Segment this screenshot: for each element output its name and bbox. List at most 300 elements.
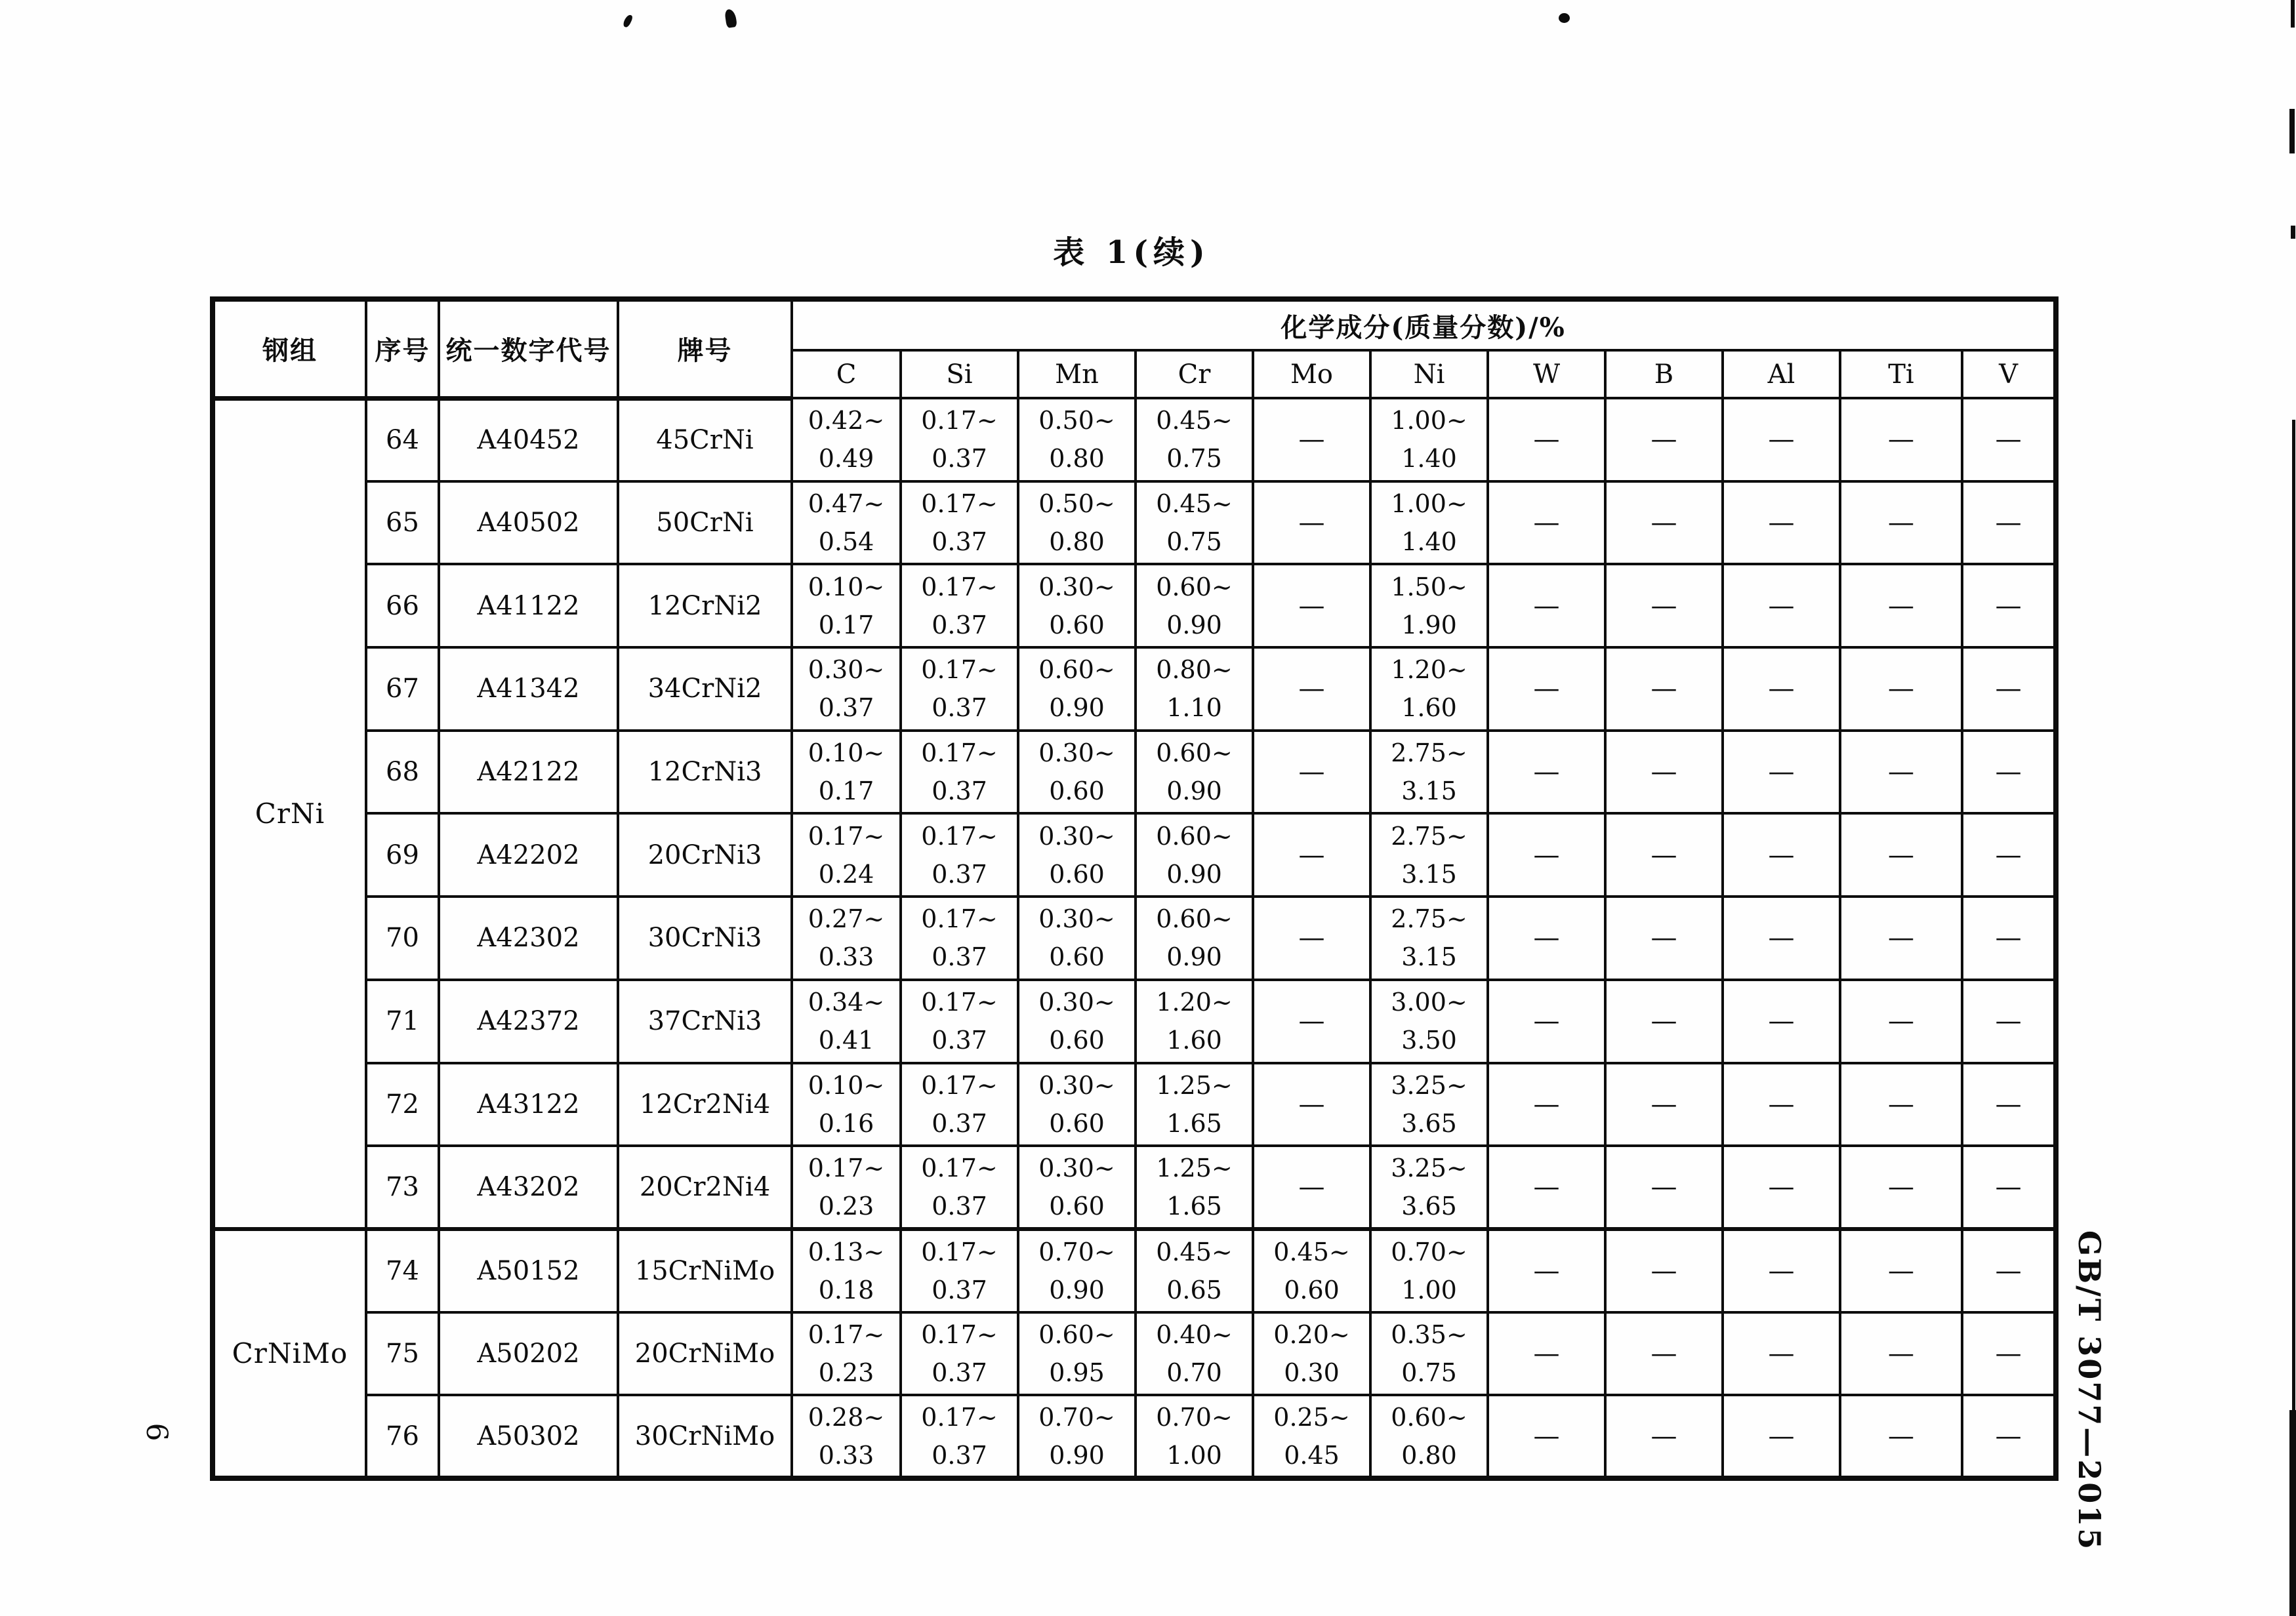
comp-cell-v-empty: — — [1962, 813, 2056, 897]
grade-cell: 45CrNi — [618, 398, 792, 481]
scan-edge-mark — [2289, 1410, 2296, 1616]
range-top: 0.80~ — [1156, 655, 1233, 685]
range-bottom: 0.17 — [818, 777, 874, 806]
range-top: 0.17~ — [921, 904, 998, 934]
grade-cell: 15CrNiMo — [618, 1229, 792, 1312]
comp-range — [1019, 738, 1134, 805]
comp-cell-cr — [1136, 647, 1253, 731]
comp-cell-w-empty: — — [1488, 481, 1605, 565]
comp-cell-ti-empty: — — [1840, 481, 1962, 565]
serial-cell: 76 — [366, 1395, 439, 1478]
range-bottom: 3.65 — [1401, 1192, 1457, 1221]
serial-cell: 74 — [366, 1229, 439, 1312]
range-top: 0.17~ — [921, 1070, 998, 1100]
comp-range — [793, 1403, 899, 1470]
comp-cell-si — [901, 1146, 1018, 1229]
range-top: 0.10~ — [808, 1070, 885, 1100]
comp-cell-al-empty: — — [1723, 1146, 1840, 1229]
steel-group-cell: CrNiMo — [213, 1229, 366, 1478]
range-bottom: 0.60 — [1049, 942, 1105, 972]
comp-cell-b-empty: — — [1605, 1063, 1723, 1146]
comp-cell-mo-empty: — — [1253, 980, 1370, 1063]
comp-cell-c — [792, 1229, 901, 1312]
comp-range — [793, 738, 899, 805]
header-element-si: Si — [901, 350, 1018, 398]
range-top: 1.50~ — [1391, 572, 1467, 601]
grade-cell: 20CrNi3 — [618, 813, 792, 897]
comp-cell-al-empty: — — [1723, 980, 1840, 1063]
scan-speck — [724, 9, 737, 28]
comp-cell-ti-empty: — — [1840, 564, 1962, 647]
comp-range — [902, 489, 1017, 556]
table-row — [213, 813, 2056, 897]
range-top: 0.45~ — [1273, 1237, 1350, 1266]
comp-cell-v-empty: — — [1962, 1229, 2056, 1312]
range-bottom: 0.90 — [1166, 610, 1222, 639]
table-row — [213, 897, 2056, 980]
comp-cell-si — [901, 1063, 1018, 1146]
range-top: 0.30~ — [808, 655, 885, 685]
comp-range — [793, 406, 899, 473]
range-top: 0.60~ — [1156, 738, 1233, 768]
comp-range — [1372, 1238, 1486, 1304]
comp-cell-mn — [1018, 1395, 1136, 1478]
range-top: 0.47~ — [808, 489, 885, 519]
comp-range — [902, 1403, 1017, 1470]
comp-cell-si — [901, 398, 1018, 481]
range-top: 0.10~ — [808, 738, 885, 768]
comp-cell-mo-empty: — — [1253, 1063, 1370, 1146]
standard-code: GB/T 3077—2015 — [2072, 1230, 2107, 1552]
serial-cell: 75 — [366, 1312, 439, 1396]
comp-range — [1137, 1071, 1252, 1138]
comp-cell-ni — [1370, 980, 1488, 1063]
serial-cell: 70 — [366, 897, 439, 980]
comp-cell-w-empty: — — [1488, 813, 1605, 897]
comp-range — [1372, 1154, 1486, 1221]
comp-cell-c — [792, 398, 901, 481]
table-row — [213, 564, 2056, 647]
header-element-al: Al — [1723, 350, 1840, 398]
comp-range — [793, 904, 899, 971]
header-element-cr: Cr — [1136, 350, 1253, 398]
range-bottom: 0.23 — [818, 1358, 874, 1387]
code-cell: A41122 — [439, 564, 618, 647]
range-top: 0.17~ — [921, 988, 998, 1017]
page-number: 9 — [142, 1423, 176, 1442]
comp-cell-ni — [1370, 1146, 1488, 1229]
range-top: 0.45~ — [1156, 406, 1233, 435]
comp-cell-mn — [1018, 398, 1136, 481]
comp-cell-b-empty: — — [1605, 980, 1723, 1063]
range-top: 0.34~ — [808, 988, 885, 1017]
range-bottom: 0.80 — [1049, 527, 1105, 557]
range-bottom: 1.10 — [1166, 693, 1222, 723]
comp-cell-c — [792, 731, 901, 814]
comp-cell-b-empty: — — [1605, 564, 1723, 647]
comp-cell-w-empty: — — [1488, 1063, 1605, 1146]
range-bottom: 0.37 — [932, 1192, 987, 1221]
serial-cell: 72 — [366, 1063, 439, 1146]
serial-cell: 73 — [366, 1146, 439, 1229]
range-top: 0.35~ — [1391, 1320, 1467, 1349]
comp-cell-ni — [1370, 647, 1488, 731]
comp-cell-cr — [1136, 813, 1253, 897]
comp-cell-al-empty: — — [1723, 1312, 1840, 1396]
table-row — [213, 1229, 2056, 1312]
range-top: 0.30~ — [1038, 904, 1115, 934]
comp-cell-mn — [1018, 481, 1136, 565]
comp-cell-si — [901, 1395, 1018, 1478]
comp-cell-mo-empty: — — [1253, 731, 1370, 814]
grade-cell: 37CrNi3 — [618, 980, 792, 1063]
comp-cell-v-empty: — — [1962, 1312, 2056, 1396]
range-top: 0.70~ — [1038, 1237, 1115, 1266]
comp-cell-ni — [1370, 1063, 1488, 1146]
comp-cell-al-empty: — — [1723, 564, 1840, 647]
comp-cell-v-empty: — — [1962, 398, 2056, 481]
range-bottom: 0.18 — [818, 1275, 874, 1304]
comp-cell-c — [792, 647, 901, 731]
range-top: 0.70~ — [1038, 1402, 1115, 1432]
comp-cell-ti-empty: — — [1840, 647, 1962, 731]
range-top: 0.30~ — [1038, 572, 1115, 601]
code-cell: A40502 — [439, 481, 618, 565]
comp-cell-mn — [1018, 564, 1136, 647]
comp-range — [793, 822, 899, 889]
comp-range — [793, 489, 899, 556]
range-top: 0.60~ — [1156, 904, 1233, 934]
range-bottom: 0.49 — [818, 444, 874, 474]
comp-cell-cr — [1136, 980, 1253, 1063]
comp-cell-al-empty: — — [1723, 647, 1840, 731]
comp-cell-ni — [1370, 897, 1488, 980]
comp-range — [902, 1154, 1017, 1221]
range-bottom: 0.60 — [1049, 1026, 1105, 1055]
comp-range — [1372, 904, 1486, 971]
comp-cell-b-empty: — — [1605, 897, 1723, 980]
comp-cell-mn — [1018, 731, 1136, 814]
range-top: 1.20~ — [1391, 655, 1467, 685]
comp-range — [902, 655, 1017, 722]
comp-cell-c — [792, 1063, 901, 1146]
range-top: 1.25~ — [1156, 1070, 1233, 1100]
comp-cell-al-empty: — — [1723, 398, 1840, 481]
code-cell: A43122 — [439, 1063, 618, 1146]
range-bottom: 3.15 — [1401, 859, 1457, 889]
comp-cell-al-empty: — — [1723, 1395, 1840, 1478]
comp-cell-c — [792, 1395, 901, 1478]
comp-range — [1019, 988, 1134, 1055]
grade-cell: 20CrNiMo — [618, 1312, 792, 1396]
comp-cell-w-empty: — — [1488, 980, 1605, 1063]
table-row — [213, 647, 2056, 731]
range-bottom: 0.33 — [818, 1440, 874, 1470]
range-bottom: 0.70 — [1166, 1358, 1222, 1387]
comp-cell-ni — [1370, 1229, 1488, 1312]
range-top: 0.70~ — [1156, 1402, 1233, 1432]
range-bottom: 1.60 — [1401, 693, 1457, 723]
serial-cell: 67 — [366, 647, 439, 731]
range-bottom: 3.15 — [1401, 777, 1457, 806]
header-element-w: W — [1488, 350, 1605, 398]
comp-cell-ti-empty: — — [1840, 1395, 1962, 1478]
range-bottom: 1.40 — [1401, 527, 1457, 557]
range-bottom: 3.50 — [1401, 1026, 1457, 1055]
range-top: 0.17~ — [808, 1154, 885, 1183]
comp-range — [902, 904, 1017, 971]
header-element-ti: Ti — [1840, 350, 1962, 398]
comp-cell-mn — [1018, 1229, 1136, 1312]
range-bottom: 0.45 — [1284, 1440, 1340, 1470]
comp-cell-b-empty: — — [1605, 813, 1723, 897]
header-element-v: V — [1962, 350, 2056, 398]
comp-range — [1019, 904, 1134, 971]
comp-cell-mo-empty: — — [1253, 1146, 1370, 1229]
comp-cell-si — [901, 647, 1018, 731]
comp-range — [1137, 1403, 1252, 1470]
comp-range — [902, 1320, 1017, 1387]
range-top: 3.25~ — [1391, 1154, 1467, 1183]
range-bottom: 0.37 — [932, 444, 987, 474]
comp-cell-si — [901, 731, 1018, 814]
range-top: 0.30~ — [1038, 1154, 1115, 1183]
range-top: 0.60~ — [1391, 1402, 1467, 1432]
comp-range — [793, 988, 899, 1055]
comp-range — [1137, 573, 1252, 639]
comp-range — [1137, 655, 1252, 722]
comp-range — [1137, 1320, 1252, 1387]
comp-cell-cr — [1136, 897, 1253, 980]
range-bottom: 0.37 — [932, 610, 987, 639]
range-bottom: 0.75 — [1401, 1358, 1457, 1387]
comp-range — [1137, 406, 1252, 473]
range-top: 3.25~ — [1391, 1070, 1467, 1100]
range-top: 0.17~ — [808, 821, 885, 851]
scan-edge-mark — [2289, 109, 2295, 153]
comp-cell-w-empty: — — [1488, 398, 1605, 481]
comp-cell-al-empty: — — [1723, 1063, 1840, 1146]
code-cell: A50302 — [439, 1395, 618, 1478]
code-cell: A40452 — [439, 398, 618, 481]
comp-cell-v-empty: — — [1962, 980, 2056, 1063]
comp-range — [1019, 573, 1134, 639]
comp-cell-ni — [1370, 731, 1488, 814]
comp-cell-c — [792, 1312, 901, 1396]
comp-cell-b-empty: — — [1605, 647, 1723, 731]
range-top: 0.40~ — [1156, 1320, 1233, 1349]
comp-range — [1019, 1238, 1134, 1304]
serial-cell: 69 — [366, 813, 439, 897]
code-cell: A42372 — [439, 980, 618, 1063]
comp-cell-ti-empty: — — [1840, 980, 1962, 1063]
comp-range — [1019, 822, 1134, 889]
comp-cell-b-empty: — — [1605, 1395, 1723, 1478]
range-top: 0.17~ — [921, 1237, 998, 1266]
range-top: 0.50~ — [1038, 406, 1115, 435]
comp-cell-mn — [1018, 647, 1136, 731]
range-bottom: 0.90 — [1049, 1440, 1105, 1470]
scan-edge-mark — [2291, 0, 2295, 28]
comp-range — [1137, 1154, 1252, 1221]
range-bottom: 0.16 — [818, 1108, 874, 1138]
steel-group-cell: CrNi — [213, 398, 366, 1229]
comp-range — [1372, 988, 1486, 1055]
header-element-b: B — [1605, 350, 1723, 398]
code-cell: A42122 — [439, 731, 618, 814]
comp-cell-ti-empty: — — [1840, 731, 1962, 814]
comp-cell-ni — [1370, 481, 1488, 565]
header-grade: 牌号 — [618, 299, 792, 398]
comp-cell-ti-empty: — — [1840, 897, 1962, 980]
range-top: 0.50~ — [1038, 489, 1115, 519]
range-top: 0.25~ — [1273, 1402, 1350, 1432]
comp-range — [793, 655, 899, 722]
comp-range — [1372, 738, 1486, 805]
header-steel-group: 钢组 — [213, 299, 366, 398]
comp-range — [902, 406, 1017, 473]
comp-cell-c — [792, 813, 901, 897]
comp-cell-si — [901, 897, 1018, 980]
range-bottom: 0.60 — [1049, 777, 1105, 806]
grade-cell: 34CrNi2 — [618, 647, 792, 731]
comp-cell-b-empty: — — [1605, 481, 1723, 565]
range-bottom: 0.41 — [818, 1026, 874, 1055]
range-top: 0.60~ — [1156, 821, 1233, 851]
range-top: 0.60~ — [1038, 1320, 1115, 1349]
comp-cell-v-empty: — — [1962, 647, 2056, 731]
comp-cell-si — [901, 1229, 1018, 1312]
comp-cell-ni — [1370, 1395, 1488, 1478]
range-bottom: 0.95 — [1049, 1358, 1105, 1387]
range-top: 0.30~ — [1038, 821, 1115, 851]
code-cell: A50152 — [439, 1229, 618, 1312]
table-head — [213, 299, 2056, 398]
comp-cell-c — [792, 980, 901, 1063]
header-code: 统一数字代号 — [439, 299, 618, 398]
serial-cell: 68 — [366, 731, 439, 814]
range-bottom: 0.37 — [932, 1108, 987, 1138]
range-bottom: 0.33 — [818, 942, 874, 972]
comp-cell-cr — [1136, 564, 1253, 647]
range-top: 1.00~ — [1391, 406, 1467, 435]
comp-cell-w-empty: — — [1488, 1146, 1605, 1229]
comp-range — [1137, 738, 1252, 805]
table-body — [213, 398, 2056, 1478]
comp-cell-si — [901, 980, 1018, 1063]
comp-cell-v-empty: — — [1962, 1146, 2056, 1229]
code-cell: A42302 — [439, 897, 618, 980]
range-top: 0.17~ — [808, 1320, 885, 1349]
range-bottom: 0.24 — [818, 859, 874, 889]
range-bottom: 0.60 — [1049, 1192, 1105, 1221]
comp-range — [1019, 1320, 1134, 1387]
comp-cell-c — [792, 564, 901, 647]
comp-cell-w-empty: — — [1488, 1229, 1605, 1312]
range-bottom: 0.37 — [932, 693, 987, 723]
comp-cell-al-empty: — — [1723, 813, 1840, 897]
range-bottom: 0.90 — [1049, 693, 1105, 723]
comp-range — [1372, 655, 1486, 722]
comp-range — [793, 573, 899, 639]
table-row — [213, 398, 2056, 481]
comp-range — [1019, 406, 1134, 473]
comp-cell-cr — [1136, 1312, 1253, 1396]
range-bottom: 0.80 — [1049, 444, 1105, 474]
serial-cell: 66 — [366, 564, 439, 647]
range-top: 0.30~ — [1038, 738, 1115, 768]
range-bottom: 1.00 — [1166, 1440, 1222, 1470]
comp-range — [793, 1320, 899, 1387]
range-top: 3.00~ — [1391, 988, 1467, 1017]
comp-cell-si — [901, 1312, 1018, 1396]
header-element-mn: Mn — [1018, 350, 1136, 398]
comp-range — [902, 1238, 1017, 1304]
comp-cell-mn — [1018, 1312, 1136, 1396]
range-bottom: 1.60 — [1166, 1026, 1222, 1055]
table-title: 表 1(续) — [1053, 234, 1210, 271]
range-top: 0.13~ — [808, 1237, 885, 1266]
comp-cell-mo-empty: — — [1253, 398, 1370, 481]
header-element-ni: Ni — [1370, 350, 1488, 398]
range-bottom: 0.37 — [932, 1440, 987, 1470]
range-top: 0.17~ — [921, 821, 998, 851]
comp-range — [1254, 1238, 1369, 1304]
comp-cell-w-empty: — — [1488, 647, 1605, 731]
comp-range — [1372, 1320, 1486, 1387]
range-bottom: 0.75 — [1166, 527, 1222, 557]
range-bottom: 1.65 — [1166, 1192, 1222, 1221]
comp-range — [793, 1238, 899, 1304]
comp-cell-ti-empty: — — [1840, 1146, 1962, 1229]
comp-cell-ni — [1370, 813, 1488, 897]
comp-cell-ni — [1370, 564, 1488, 647]
comp-range — [1019, 1403, 1134, 1470]
scan-speck — [1559, 13, 1570, 23]
comp-range — [902, 988, 1017, 1055]
comp-cell-mo-empty: — — [1253, 481, 1370, 565]
comp-range — [902, 573, 1017, 639]
table-row — [213, 1063, 2056, 1146]
comp-cell-si — [901, 813, 1018, 897]
comp-cell-mn — [1018, 980, 1136, 1063]
comp-cell-al-empty: — — [1723, 481, 1840, 565]
comp-cell-mo-empty: — — [1253, 897, 1370, 980]
serial-cell: 64 — [366, 398, 439, 481]
range-top: 0.30~ — [1038, 988, 1115, 1017]
range-bottom: 0.60 — [1049, 610, 1105, 639]
comp-cell-c — [792, 481, 901, 565]
table-row — [213, 731, 2056, 814]
comp-cell-mn — [1018, 1063, 1136, 1146]
comp-range — [1254, 1320, 1369, 1387]
range-top: 0.27~ — [808, 904, 885, 934]
range-bottom: 0.65 — [1166, 1275, 1222, 1304]
comp-cell-cr — [1136, 398, 1253, 481]
comp-cell-al-empty: — — [1723, 731, 1840, 814]
range-top: 2.75~ — [1391, 738, 1467, 768]
range-top: 0.28~ — [808, 1402, 885, 1432]
comp-cell-w-empty: — — [1488, 731, 1605, 814]
range-bottom: 0.60 — [1284, 1275, 1340, 1304]
comp-range — [1254, 1403, 1369, 1470]
range-bottom: 1.00 — [1401, 1275, 1457, 1304]
range-bottom: 0.37 — [932, 1026, 987, 1055]
range-top: 0.10~ — [808, 572, 885, 601]
comp-cell-v-empty: — — [1962, 897, 2056, 980]
range-top: 0.17~ — [921, 572, 998, 601]
table-row — [213, 1395, 2056, 1478]
